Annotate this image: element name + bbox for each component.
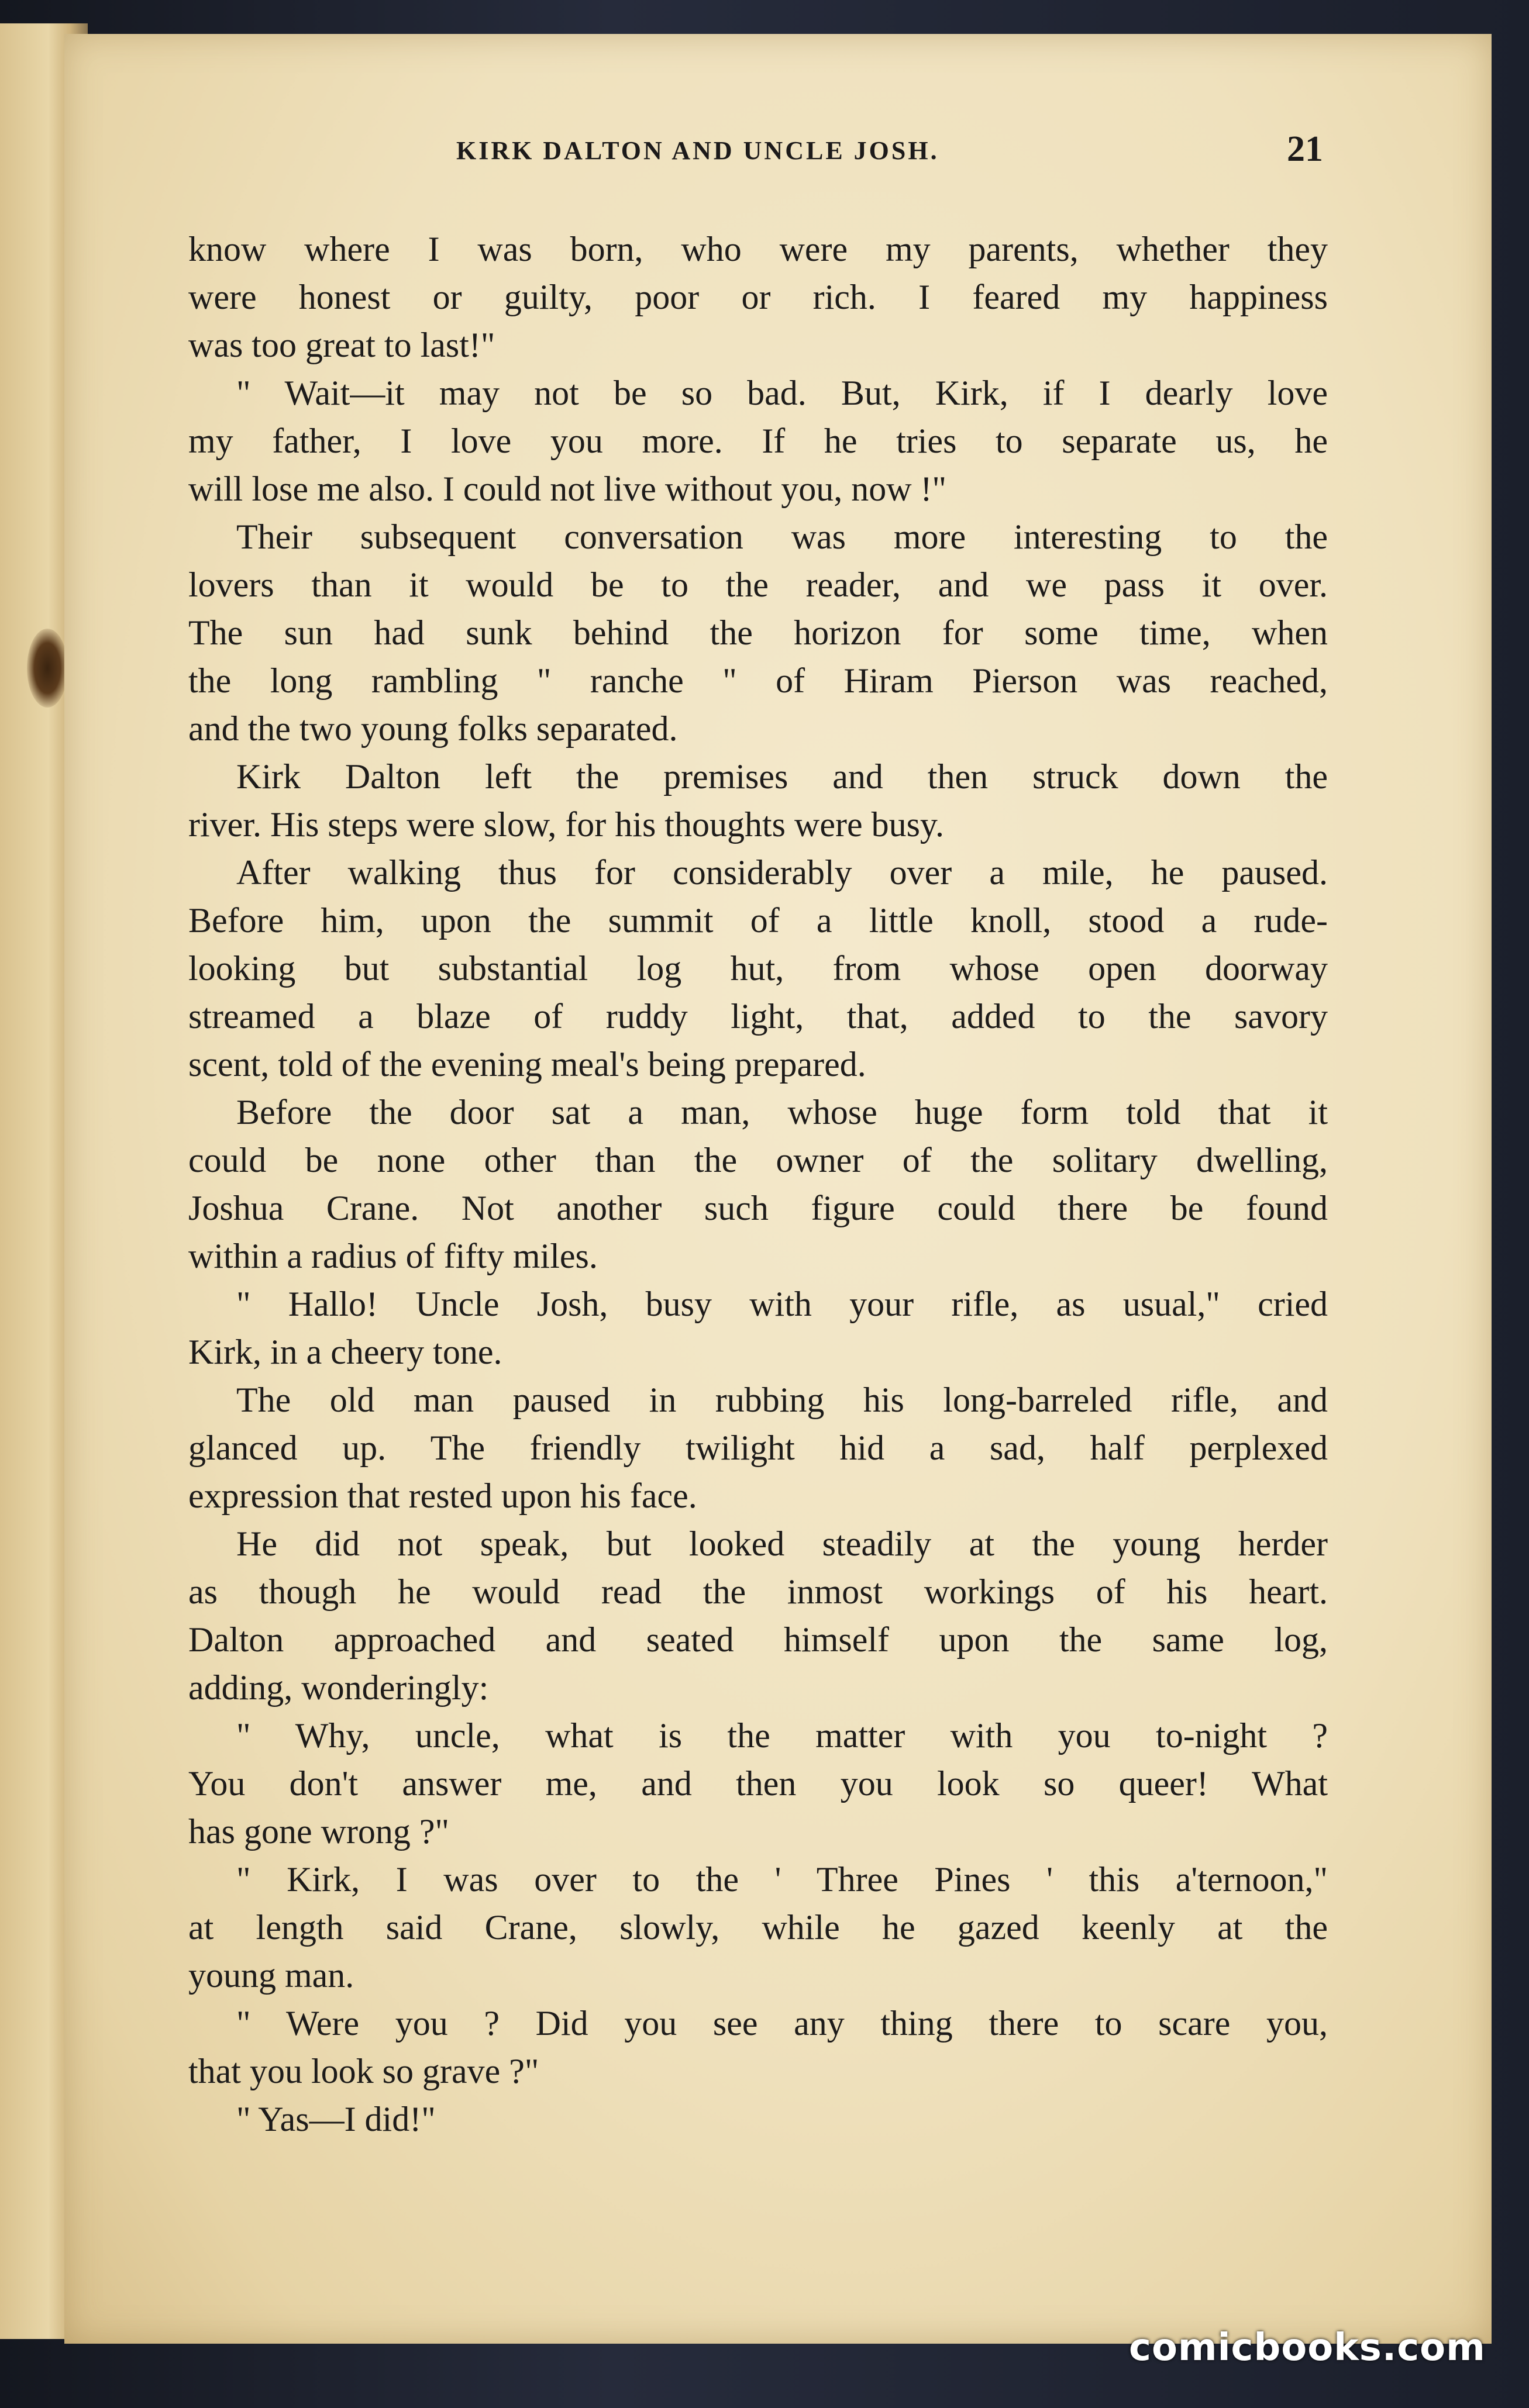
- text-line: within a radius of fifty miles.: [188, 1237, 598, 1275]
- text-line: were honest or guilty, poor or rich. I feared my happiness: [188, 278, 1328, 316]
- text-line: " Hallo! Uncle Josh, busy with your rifle, as usual," cried: [236, 1285, 1328, 1323]
- text-line: streamed a blaze of ruddy light, that, added to the savory: [188, 997, 1328, 1036]
- page-number: 21: [1287, 129, 1323, 169]
- text-line: river. His steps were slow, for his thoughts were busy.: [188, 805, 945, 844]
- text-line: will lose me also. I could not live without you, now !": [188, 470, 947, 508]
- text-line: young man.: [188, 1956, 354, 1995]
- text-line: and the two young folks separated.: [188, 709, 678, 748]
- text-line: lovers than it would be to the reader, and we pass it over.: [188, 565, 1328, 604]
- text-line: You don't answer me, and then you look so queer! What: [188, 1764, 1328, 1803]
- text-line: Kirk Dalton left the premises and then struck down the: [236, 757, 1328, 796]
- text-line: could be none other than the owner of the solitary dwelling,: [188, 1141, 1328, 1179]
- text-line: as though he would read the inmost workings of his heart.: [188, 1572, 1328, 1611]
- text-line: at length said Crane, slowly, while he gazed keenly at the: [188, 1908, 1328, 1947]
- text-line: glanced up. The friendly twilight hid a sad, half perplexed: [188, 1429, 1328, 1467]
- text-line: that you look so grave ?": [188, 2052, 539, 2090]
- text-line: After walking thus for considerably over a mile, he paused.: [236, 853, 1328, 892]
- text-line: was too great to last!": [188, 326, 495, 364]
- text-line: Their subsequent conversation was more interesting to the: [236, 518, 1328, 556]
- text-line: know where I was born, who were my parents, whether they: [188, 230, 1328, 268]
- text-line: Kirk, in a cheery tone.: [188, 1333, 502, 1371]
- running-head: KIRK DALTON AND UNCLE JOSH.: [456, 136, 939, 165]
- text-line: " Wait—it may not be so bad. But, Kirk, if I dearly love: [236, 374, 1328, 412]
- text-line: The old man paused in rubbing his long-barreled rifle, and: [236, 1381, 1328, 1419]
- text-line: expression that rested upon his face.: [188, 1476, 697, 1515]
- text-line: looking but substantial log hut, from whose open doorway: [188, 949, 1328, 988]
- text-line: has gone wrong ?": [188, 1812, 450, 1851]
- text-line: " Were you ? Did you see any thing there to scare you,: [236, 2004, 1328, 2043]
- text-line: " Why, uncle, what is the matter with you to-night ?: [236, 1716, 1328, 1755]
- text-line: Before the door sat a man, whose huge form told that it: [236, 1093, 1328, 1131]
- text-line: Joshua Crane. Not another such figure could there be found: [188, 1189, 1328, 1227]
- ink-stain: [27, 629, 68, 708]
- text-line: The sun had sunk behind the horizon for some time, when: [188, 613, 1328, 652]
- text-line: adding, wonderingly:: [188, 1668, 489, 1707]
- text-line: He did not speak, but looked steadily at the young herder: [236, 1524, 1328, 1563]
- text-line: the long rambling " ranche " of Hiram Pierson was reached,: [188, 661, 1328, 700]
- text-line: " Yas—I did!": [236, 2100, 436, 2138]
- text-line: scent, told of the evening meal's being prepared.: [188, 1045, 866, 1084]
- body-text: [188, 225, 1328, 2143]
- text-line: Dalton approached and seated himself upon the same log,: [188, 1620, 1328, 1659]
- text-line: my father, I love you more. If he tries to separate us, he: [188, 422, 1328, 460]
- watermark: comicbooks.com: [1129, 2326, 1486, 2369]
- text-line: Before him, upon the summit of a little knoll, stood a rude-: [188, 901, 1328, 940]
- text-line: " Kirk, I was over to the ' Three Pines ' this a'ternoon,": [236, 1860, 1328, 1899]
